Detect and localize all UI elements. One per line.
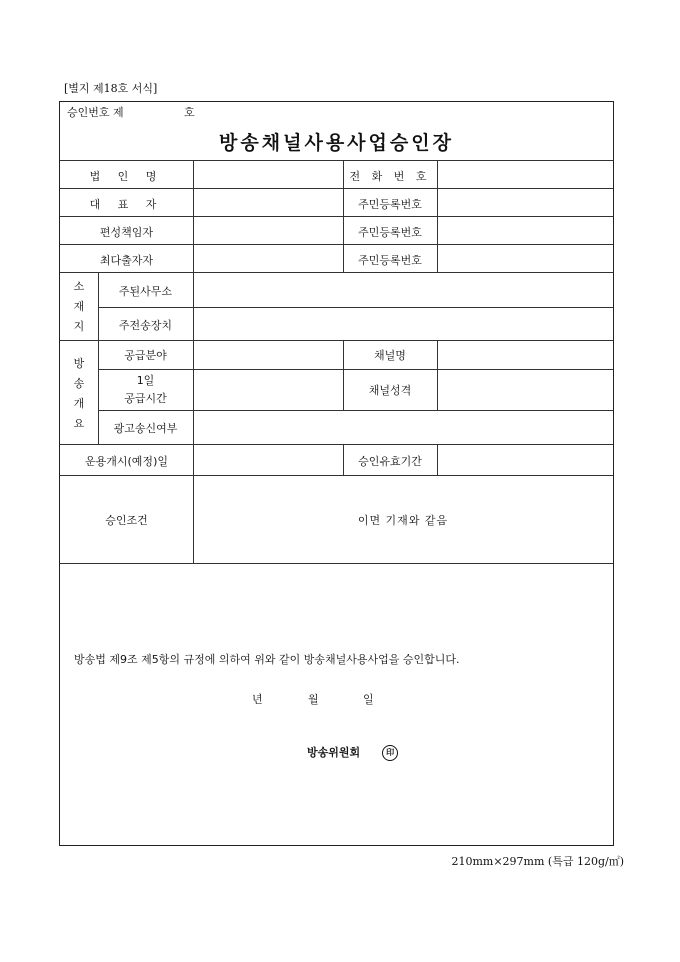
paper-spec: 210mm×297mm (특급 120g/㎡): [451, 855, 624, 868]
largest-investor-label: 최다출자자: [99, 254, 154, 267]
date-day: 일: [363, 693, 374, 706]
row-divider: [60, 160, 613, 161]
location-group-char: 재: [73, 300, 85, 313]
approval-number-suffix: 호: [184, 106, 195, 119]
conditions-value: 이면 기재와 같음: [357, 514, 449, 527]
row-divider: [98, 369, 613, 370]
broadcast-group-char: 요: [73, 417, 85, 430]
approval-number-prefix: 승인번호 제: [67, 106, 124, 119]
page-title: 방송채널사용사업승인장: [219, 132, 454, 154]
issuer-name: 방송위원회: [307, 746, 361, 759]
row-divider: [98, 410, 613, 411]
location-group-char: 지: [73, 320, 85, 333]
operation-start-label: 운용개시(예정)일: [85, 455, 168, 468]
column-divider: [193, 160, 194, 563]
date-month: 월: [308, 693, 319, 706]
channel-character-label: 채널성격: [368, 384, 412, 397]
resident-number-label: 주민등록번호: [358, 226, 422, 239]
row-divider: [60, 475, 613, 476]
channel-name-label: 채널명: [374, 349, 406, 362]
broadcast-group-char: 방: [73, 357, 85, 370]
row-divider: [60, 244, 613, 245]
seal-icon: 印: [382, 745, 398, 761]
row-divider: [98, 307, 613, 308]
resident-number-label: 주민등록번호: [358, 254, 422, 267]
date-year: 년: [252, 693, 263, 706]
row-divider: [60, 188, 613, 189]
row-divider: [60, 340, 613, 341]
location-group-char: 소: [73, 280, 85, 293]
conditions-label: 승인조건: [105, 514, 148, 527]
form-number-label: [별지 제18호 서식]: [64, 82, 158, 95]
issuer-signature: [307, 744, 398, 761]
ad-transmission-label: 광고송신여부: [113, 422, 178, 435]
daily-hours-label-line2: 공급시간: [124, 392, 167, 405]
approval-statement: 방송법 제9조 제5항의 규정에 의하여 위와 같이 방송채널사용사업을 승인합니다.: [74, 653, 460, 666]
row-divider: [60, 216, 613, 217]
column-divider: [437, 340, 438, 410]
validity-period-label: 승인유효기간: [358, 455, 422, 468]
phone-label: 전 화 번 호: [349, 170, 431, 183]
editor-in-chief-label: 편성책임자: [99, 226, 154, 239]
row-divider: [60, 563, 613, 564]
row-divider: [60, 272, 613, 273]
broadcast-group-char: 송: [73, 377, 85, 390]
representative-label: 대 표 자: [89, 198, 164, 211]
approval-certificate-form: [59, 101, 614, 846]
corp-name-label: 법 인 명: [89, 170, 164, 183]
resident-number-label: 주민등록번호: [358, 198, 422, 211]
head-office-label: 주된사무소: [118, 285, 173, 298]
row-divider: [60, 444, 613, 445]
supply-field-label: 공급분야: [124, 349, 167, 362]
broadcast-group-char: 개: [73, 397, 85, 410]
column-divider: [437, 160, 438, 272]
column-divider: [437, 444, 438, 475]
daily-hours-label-line1: 1일: [136, 374, 155, 387]
main-transmitter-label: 주전송장치: [118, 319, 173, 332]
